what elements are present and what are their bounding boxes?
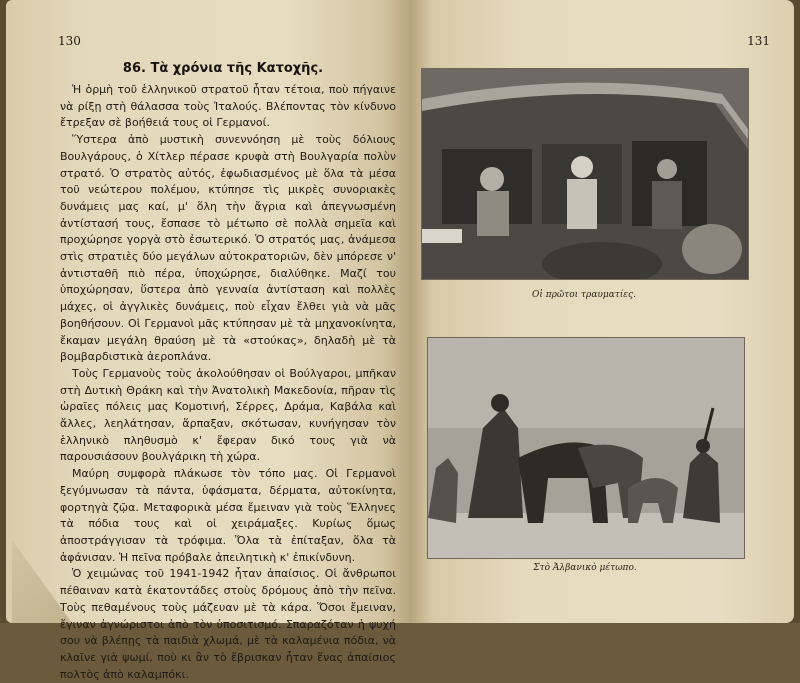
photo-albanian-front-image <box>428 338 744 558</box>
paragraph: Τοὺς Γερμανοὺς τοὺς ἀκολούθησαν οἱ Βούλγαροι, μπῆκαν στὴ Δυτικὴ Θράκη καὶ τὴν Ἀνατολικὴ Μακεδονία, πῆραν τὶς ὡραῖες πόλεις μας Κομοτινή, Σέρρες, Δράμα, Καβάλα καὶ ἄλλες, λεηλάτησαν, ἅρπαξαν, σκότωσαν, κυνήγησαν τὸν ἑλληνικὸ πληθυσμὸ κ' ἔφεραν δικό τους γιὰ νὰ παρουσιάσουν βουλγάρικη τὴ χώρα. <box>60 366 396 464</box>
page-number-right: 131 <box>747 34 770 48</box>
photo-caption: Οἱ πρῶτοι τραυματίες. <box>531 290 637 300</box>
paragraph: Ὁ χειμώνας τοῦ 1941-1942 ἦταν ἀπαίσιος. Οἱ ἄνθρωποι πέθαιναν κατὰ ἑκατοντάδες στοὺς δρόμους ἀπὸ τὴν πεῖνα. Τοὺς πεθαμένους τοὺς μάζευαν μὲ τὰ κάρα. Ὅσοι ἔμειναν, ἔγιναν ἀγνώριστοι ἀπὸ τὸν ὑποσιτισμό. Σπαραζόταν ἡ ψυχή σου νὰ βλέπῃς τὰ παιδιὰ χλωμά, μὲ τὰ καλαμένια πόδια, νὰ κλαῖνε γιὰ ψωμί, ποὺ κι ἂν τὸ ἔβρισκαν ἦταν ἕνας ἀπαίσιος πολτὸς ἀπὸ καλαμπόκι. <box>60 567 396 681</box>
photo-wounded-soldiers <box>421 68 749 280</box>
paragraph: Ὕστερα ἀπὸ μυστικὴ συνεννόηση μὲ τοὺς δόλιους Βουλγάρους, ὁ Χίτλερ πέρασε κρυφὰ στὴ Βουλγαρία πολὺν στρατό. Ὁ στρατὸς αὐτός, ἐφωδιασμένος μὲ ὅλα τὰ μέσα τοῦ νεώτερου πολέμου, κτύπησε τὶς μικρὲς συνοριακὲς δυνάμεις μας καί, μ' ὅλη τὴν ἄγρια καὶ ἀπεγνωσμένη ἀντίστασή τους, ἔσπασε τὸ μέτωπο σὲ πολλὰ σημεῖα καὶ προχώρησε γοργὰ στὸ ἐσωτερικό. Ὁ στρατός μας, ἀνάμεσα στὶς στρατιὲς δύο μεγάλων αὐτοκρατοριῶν, δὲν μπόρεσε ν' ἀντισταθῆ πιὸ πέρα, ὑποχώρησε, διαλύθηκε. Μαζί του ὑποχώρησαν, ὕστερα ἀπὸ γενναία ἀντίσταση καὶ πολλὲς μάχες, οἱ ἀγγλικὲς δυνάμεις, ποὺ εἶχαν ἔλθει γιὰ νὰ μᾶς βοηθήσουν. Οἱ Γερμανοὶ μᾶς κτύπησαν μὲ τὰ μηχανοκίνητα, ἔκαμαν μεγάλη θραύση μὲ τὰ «στούκας», δηλαδὴ μὲ τὰ βομβαρδιστικὰ ἀεροπλάνα. <box>60 133 396 364</box>
chapter-title: 86. Τὰ χρόνια τῆς Κατοχῆς. <box>122 61 324 76</box>
paragraph: Ἡ ὁρμὴ τοῦ ἑλληνικοῦ στρατοῦ ἦταν τέτοια, ποὺ πήγαινε νὰ ρίξῃ στὴ θάλασσα τοὺς Ἰταλούς. Βλέποντας τὸν κίνδυνο ἔτρεξαν σὲ βοήθειά τους οἱ Γερμανοί. <box>60 83 396 130</box>
photo-albanian-front <box>427 337 745 559</box>
body-text <box>60 82 396 683</box>
paragraph: Μαύρη συμφορὰ πλάκωσε τὸν τόπο μας. Οἱ Γερμανοὶ ξεγύμνωσαν τὰ πάντα, ὑφάσματα, δέρματα, αὐτοκίνητα, φορτηγὰ ζῷα. Μεταφορικὰ μέσα ἔμειναν γιὰ τοὺς Ἕλληνες τὰ πόδια τους καὶ οἱ χειράμαξες. Κυρίως ὅμως ἀποστράγγισαν τὰ τρόφιμα. Ὅλα τὰ ἐπίταξαν, ὅλα τὰ ἀφάνισαν. Ἡ πεῖνα πρόβαλε ἀπειλητικὴ κ' ἐπικίνδυνη. <box>60 467 396 564</box>
photo-caption: Στὸ Ἀλβανικὸ μέτωπο. <box>533 563 637 573</box>
page-number-left: 130 <box>58 34 81 48</box>
photo-wounded-soldiers-image <box>422 69 748 279</box>
